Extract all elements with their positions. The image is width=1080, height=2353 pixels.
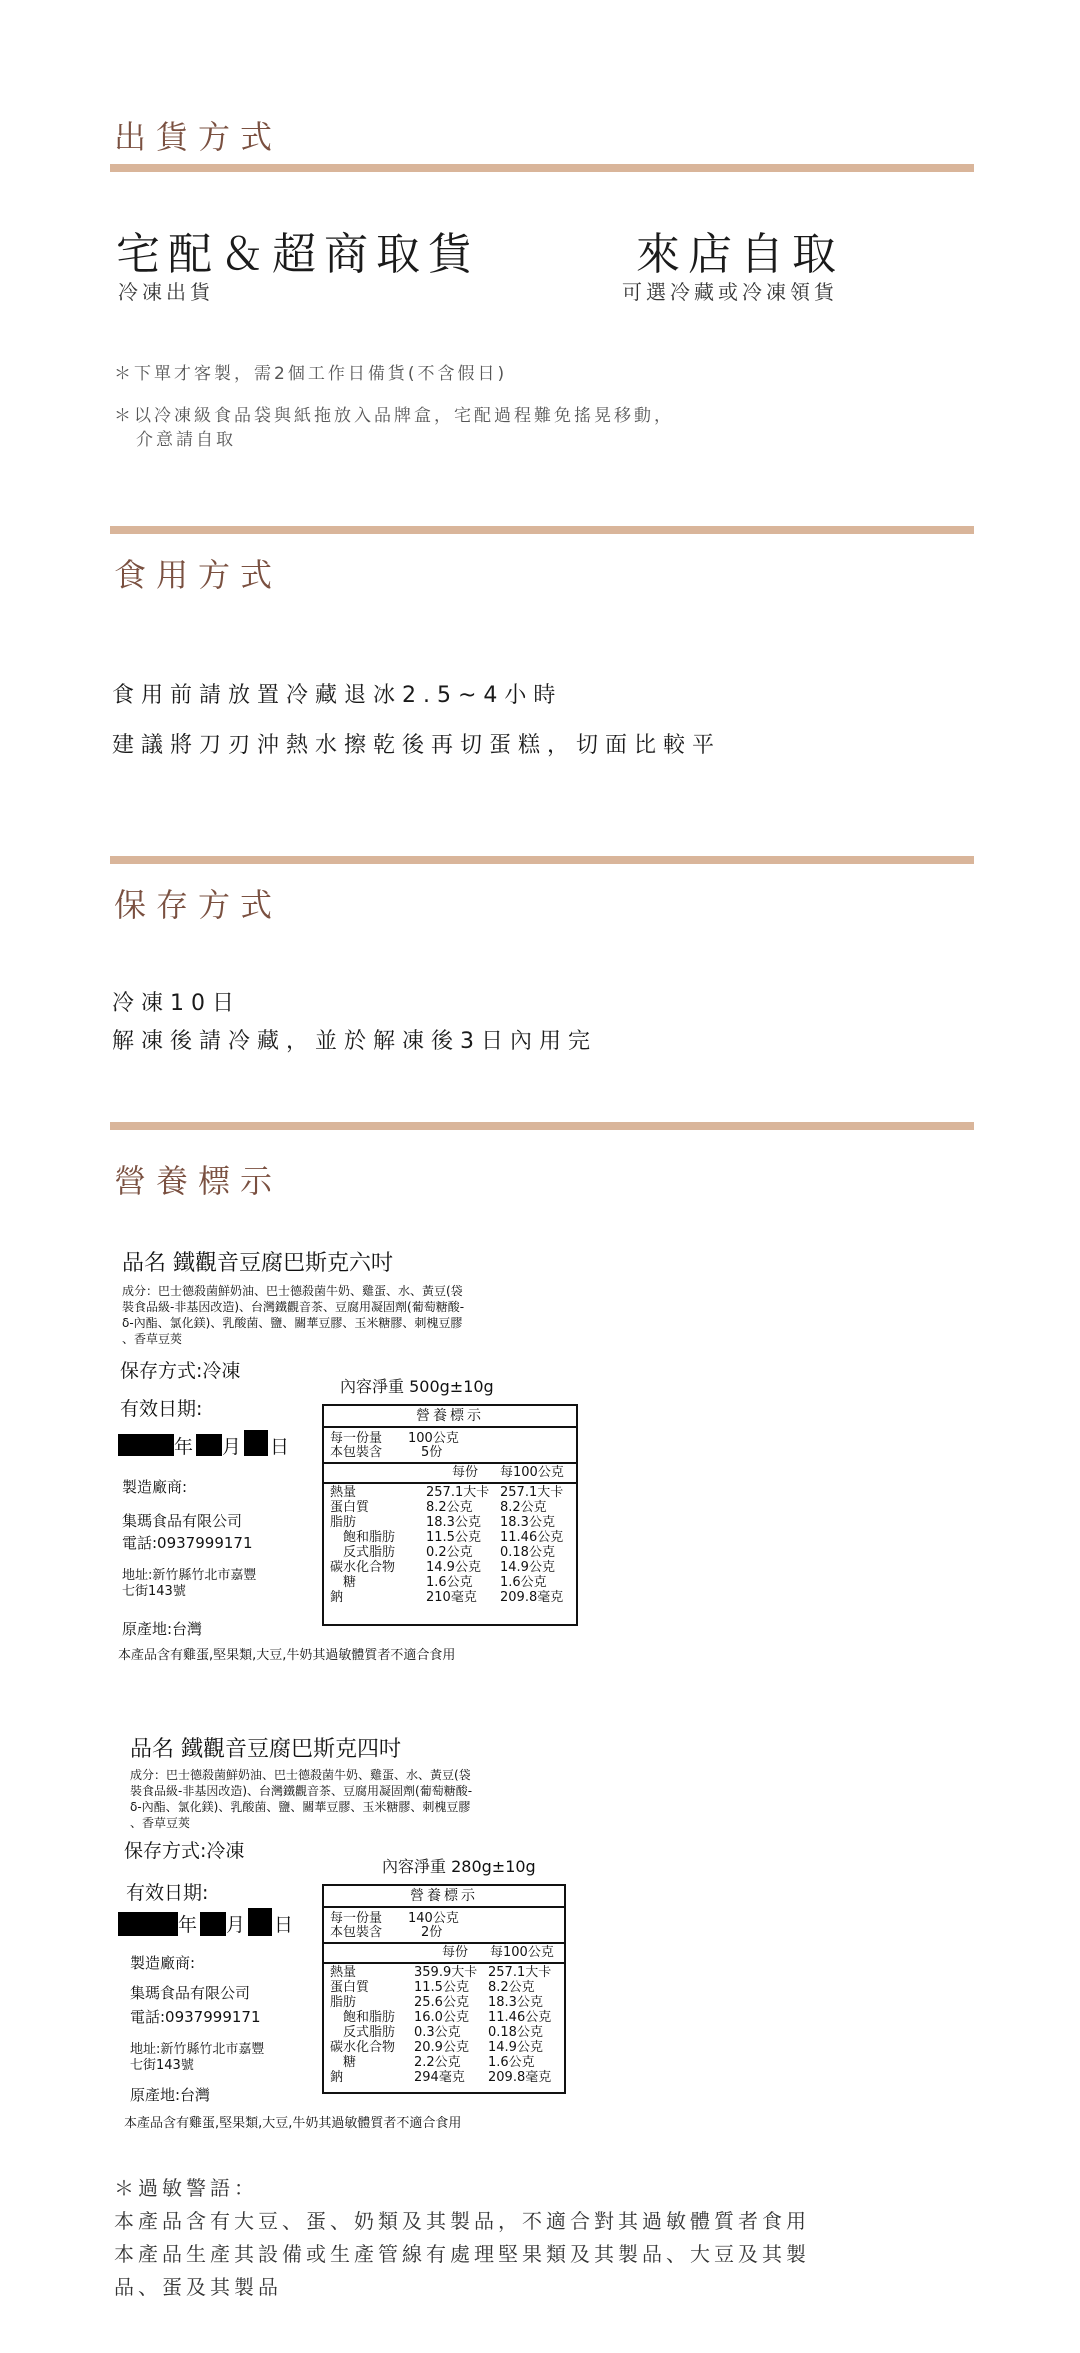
product-name: 品名 鐵觀音豆腐巴斯克六吋 bbox=[122, 1251, 393, 1276]
nutrient-per-100g: 18.3公克 bbox=[500, 1515, 555, 1530]
nutrient-per-100g: 257.1大卡 bbox=[500, 1485, 564, 1500]
shipping-note-packaging bbox=[114, 404, 674, 452]
redacted-year bbox=[118, 1434, 174, 1456]
nutrient-per-serving: 18.3公克 bbox=[426, 1515, 481, 1530]
servings-per-pack: 本包裝含 5份 bbox=[330, 1445, 443, 1460]
nutrient-per-100g: 209.8毫克 bbox=[500, 1590, 564, 1605]
nutrient-per-100g: 1.6公克 bbox=[488, 2055, 535, 2070]
ingredients-line: 、香草豆莢 bbox=[130, 1816, 191, 1830]
expiry-unit-year: 年 bbox=[178, 1914, 198, 1936]
nutrient-per-serving: 1.6公克 bbox=[426, 1575, 473, 1590]
nutrition-facts-panel bbox=[322, 1404, 578, 1626]
eating-line-cut: 建議將刀刃沖熱水擦乾後再切蛋糕，切面比較平 bbox=[112, 733, 722, 758]
ingredients-line: 成分：巴士德殺菌鮮奶油、巴士德殺菌牛奶、雞蛋、水、黃豆(袋 bbox=[122, 1284, 463, 1298]
expiry-unit-month: 月 bbox=[226, 1914, 246, 1936]
nutrient-per-serving: 25.6公克 bbox=[414, 1995, 469, 2010]
nutrient-per-serving: 2.2公克 bbox=[414, 2055, 461, 2070]
nutrient-per-serving: 294毫克 bbox=[414, 2070, 465, 2085]
nutrient-per-serving: 20.9公克 bbox=[414, 2040, 469, 2055]
col-per-serving: 每份 bbox=[442, 1945, 469, 1960]
nutrient-per-serving: 359.9大卡 bbox=[414, 1965, 478, 1980]
allergy-line: 本產品含有大豆、蛋、奶類及其製品，不適合對其過敏體質者食用 bbox=[114, 2209, 810, 2233]
label-storage: 保存方式:冷凍 bbox=[120, 1360, 241, 1382]
nutrient-name: 碳水化合物 bbox=[330, 1560, 396, 1575]
eating-line-thaw: 食用前請放置冷藏退冰2.5~4小時 bbox=[112, 683, 563, 708]
expiry-unit-month: 月 bbox=[222, 1436, 242, 1458]
col-per-100g: 每100公克 bbox=[490, 1945, 554, 1960]
nutrient-name: 糖 bbox=[330, 1575, 357, 1590]
nutrient-per-serving: 14.9公克 bbox=[426, 1560, 481, 1575]
panel-rule bbox=[324, 1462, 576, 1464]
panel-title: 營養標示 bbox=[324, 1886, 564, 1908]
section-divider bbox=[110, 1122, 974, 1130]
serving-size: 每一份量 140公克 bbox=[330, 1911, 459, 1926]
nutrient-name: 熱量 bbox=[330, 1965, 357, 1980]
nutrient-per-serving: 8.2公克 bbox=[426, 1500, 473, 1515]
nutrient-name: 碳水化合物 bbox=[330, 2040, 396, 2055]
net-weight: 內容淨重 280g±10g bbox=[382, 1857, 536, 1876]
nutrient-name: 熱量 bbox=[330, 1485, 357, 1500]
ingredients-line: 、香草豆莢 bbox=[122, 1332, 183, 1346]
maker-label: 製造廠商: bbox=[130, 1954, 196, 1972]
allergy-warning bbox=[114, 2172, 810, 2304]
maker-name: 集瑪食品有限公司 bbox=[130, 1984, 251, 2002]
servings-per-pack: 本包裝含 2份 bbox=[330, 1925, 443, 1940]
net-weight: 內容淨重 500g±10g bbox=[340, 1377, 494, 1396]
nutrient-per-100g: 8.2公克 bbox=[500, 1500, 547, 1515]
shipping-note-packaging-line2: 介意請自取 bbox=[136, 430, 236, 450]
eating-title: 食用方式 bbox=[114, 556, 283, 594]
nutrient-name: 蛋白質 bbox=[330, 1980, 370, 1995]
maker-phone: 電話:0937999171 bbox=[122, 1534, 253, 1552]
serving-size: 每一份量 100公克 bbox=[330, 1431, 459, 1446]
nutrient-per-100g: 209.8毫克 bbox=[488, 2070, 552, 2085]
section-divider bbox=[110, 164, 974, 172]
col-per-100g: 每100公克 bbox=[500, 1465, 564, 1480]
ingredients-line: 成分：巴士德殺菌鮮奶油、巴士德殺菌牛奶、雞蛋、水、黃豆(袋 bbox=[130, 1768, 471, 1782]
maker-label: 製造廠商: bbox=[122, 1478, 188, 1496]
nutrient-name: 脂肪 bbox=[330, 1515, 357, 1530]
nutrient-per-serving: 257.1大卡 bbox=[426, 1485, 490, 1500]
allergen-statement: 本產品含有雞蛋,堅果類,大豆,牛奶其過敏體質者不適合食用 bbox=[118, 1648, 456, 1663]
redacted-month bbox=[200, 1912, 226, 1936]
nutrient-name: 鈉 bbox=[330, 2070, 344, 2085]
nutrient-name: 糖 bbox=[330, 2055, 357, 2070]
origin: 原產地:台灣 bbox=[130, 2086, 211, 2104]
pickup-title: 來店自取 bbox=[636, 229, 844, 280]
shipping-note-packaging-line1: ＊以冷凍級食品袋與紙拖放入品牌盒，宅配過程難免搖晃移動， bbox=[114, 406, 674, 426]
label-expiry: 有效日期: bbox=[126, 1882, 209, 1904]
nutrition-label-six-inch bbox=[108, 1226, 612, 1662]
nutrient-per-100g: 14.9公克 bbox=[500, 1560, 555, 1575]
nutrition-label-four-inch bbox=[116, 1712, 594, 2132]
storage-title: 保存方式 bbox=[114, 886, 283, 924]
nutrient-per-100g: 0.18公克 bbox=[488, 2025, 543, 2040]
storage-line-frozen: 冷凍10日 bbox=[112, 991, 241, 1016]
maker-address: 七街143號 bbox=[130, 2058, 194, 2073]
nutrient-name: 蛋白質 bbox=[330, 1500, 370, 1515]
redacted-year bbox=[118, 1912, 178, 1936]
expiry-unit-day: 日 bbox=[270, 1436, 290, 1458]
ingredients-line: δ-內酯、氯化鎂)、乳酸菌、鹽、關華豆膠、玉米糖膠、刺槐豆膠 bbox=[130, 1800, 471, 1814]
maker-address: 地址:新竹縣竹北市嘉豐 bbox=[122, 1568, 257, 1583]
nutrient-name: 反式脂肪 bbox=[330, 2025, 396, 2040]
nutrient-per-serving: 11.5公克 bbox=[426, 1530, 481, 1545]
nutrient-name: 飽和脂肪 bbox=[330, 2010, 396, 2025]
pickup-subtitle: 可選冷藏或冷凍領貨 bbox=[622, 280, 838, 304]
section-divider bbox=[110, 526, 974, 534]
nutrient-per-serving: 0.2公克 bbox=[426, 1545, 473, 1560]
product-name: 品名 鐵觀音豆腐巴斯克四吋 bbox=[130, 1737, 401, 1762]
maker-address: 七街143號 bbox=[122, 1584, 186, 1599]
shipping-title: 出貨方式 bbox=[114, 118, 283, 156]
redacted-day bbox=[248, 1908, 272, 1936]
allergy-line: 本產品生產其設備或生產管線有處理堅果類及其製品、大豆及其製 bbox=[114, 2242, 810, 2266]
allergen-statement: 本產品含有雞蛋,堅果類,大豆,牛奶其過敏體質者不適合食用 bbox=[124, 2116, 462, 2131]
nutrient-name: 脂肪 bbox=[330, 1995, 357, 2010]
storage-line-thawed: 解凍後請冷藏，並於解凍後3日內用完 bbox=[112, 1029, 597, 1054]
redacted-day bbox=[244, 1430, 268, 1456]
delivery-title: 宅配＆超商取貨 bbox=[116, 229, 480, 280]
nutrient-per-serving: 16.0公克 bbox=[414, 2010, 469, 2025]
expiry-unit-day: 日 bbox=[274, 1914, 294, 1936]
nutrient-per-100g: 8.2公克 bbox=[488, 1980, 535, 1995]
label-storage: 保存方式:冷凍 bbox=[124, 1840, 245, 1862]
origin: 原產地:台灣 bbox=[122, 1620, 203, 1638]
nutrient-per-100g: 14.9公克 bbox=[488, 2040, 543, 2055]
nutrient-per-100g: 1.6公克 bbox=[500, 1575, 547, 1590]
maker-name: 集瑪食品有限公司 bbox=[122, 1512, 243, 1530]
nutrient-per-100g: 11.46公克 bbox=[500, 1530, 564, 1545]
delivery-subtitle: 冷凍出貨 bbox=[118, 280, 214, 304]
nutrient-per-serving: 0.3公克 bbox=[414, 2025, 461, 2040]
nutrient-per-serving: 210毫克 bbox=[426, 1590, 477, 1605]
ingredients-line: 裝食品級-非基因改造)、台灣鐵觀音茶、豆腐用凝固劑(葡萄糖酸- bbox=[122, 1300, 465, 1314]
maker-phone: 電話:0937999171 bbox=[130, 2008, 261, 2026]
nutrition-facts-panel bbox=[322, 1884, 566, 2094]
shipping-note-prep: ＊下單才客製，需2個工作日備貨(不含假日) bbox=[114, 364, 508, 384]
nutrient-name: 飽和脂肪 bbox=[330, 1530, 396, 1545]
panel-title: 營養標示 bbox=[324, 1406, 576, 1428]
expiry-unit-year: 年 bbox=[174, 1436, 194, 1458]
nutrient-per-serving: 11.5公克 bbox=[414, 1980, 469, 1995]
ingredients-line: 裝食品級-非基因改造)、台灣鐵觀音茶、豆腐用凝固劑(葡萄糖酸- bbox=[130, 1784, 473, 1798]
section-divider bbox=[110, 856, 974, 864]
allergy-line: 品、蛋及其製品 bbox=[114, 2275, 282, 2299]
nutrient-name: 反式脂肪 bbox=[330, 1545, 396, 1560]
nutrition-title: 營養標示 bbox=[114, 1162, 283, 1200]
maker-address: 地址:新竹縣竹北市嘉豐 bbox=[130, 2042, 265, 2057]
nutrient-per-100g: 257.1大卡 bbox=[488, 1965, 552, 1980]
redacted-month bbox=[196, 1434, 222, 1456]
col-per-serving: 每份 bbox=[452, 1465, 479, 1480]
panel-rule bbox=[324, 1942, 564, 1944]
nutrient-per-100g: 0.18公克 bbox=[500, 1545, 555, 1560]
label-expiry: 有效日期: bbox=[120, 1398, 203, 1420]
nutrient-per-100g: 18.3公克 bbox=[488, 1995, 543, 2010]
ingredients-line: δ-內酯、氯化鎂)、乳酸菌、鹽、關華豆膠、玉米糖膠、刺槐豆膠 bbox=[122, 1316, 463, 1330]
nutrient-per-100g: 11.46公克 bbox=[488, 2010, 552, 2025]
nutrient-name: 鈉 bbox=[330, 1590, 344, 1605]
allergy-title: ＊過敏警語： bbox=[114, 2176, 258, 2200]
panel-rule bbox=[324, 1962, 564, 1964]
panel-rule bbox=[324, 1482, 576, 1484]
